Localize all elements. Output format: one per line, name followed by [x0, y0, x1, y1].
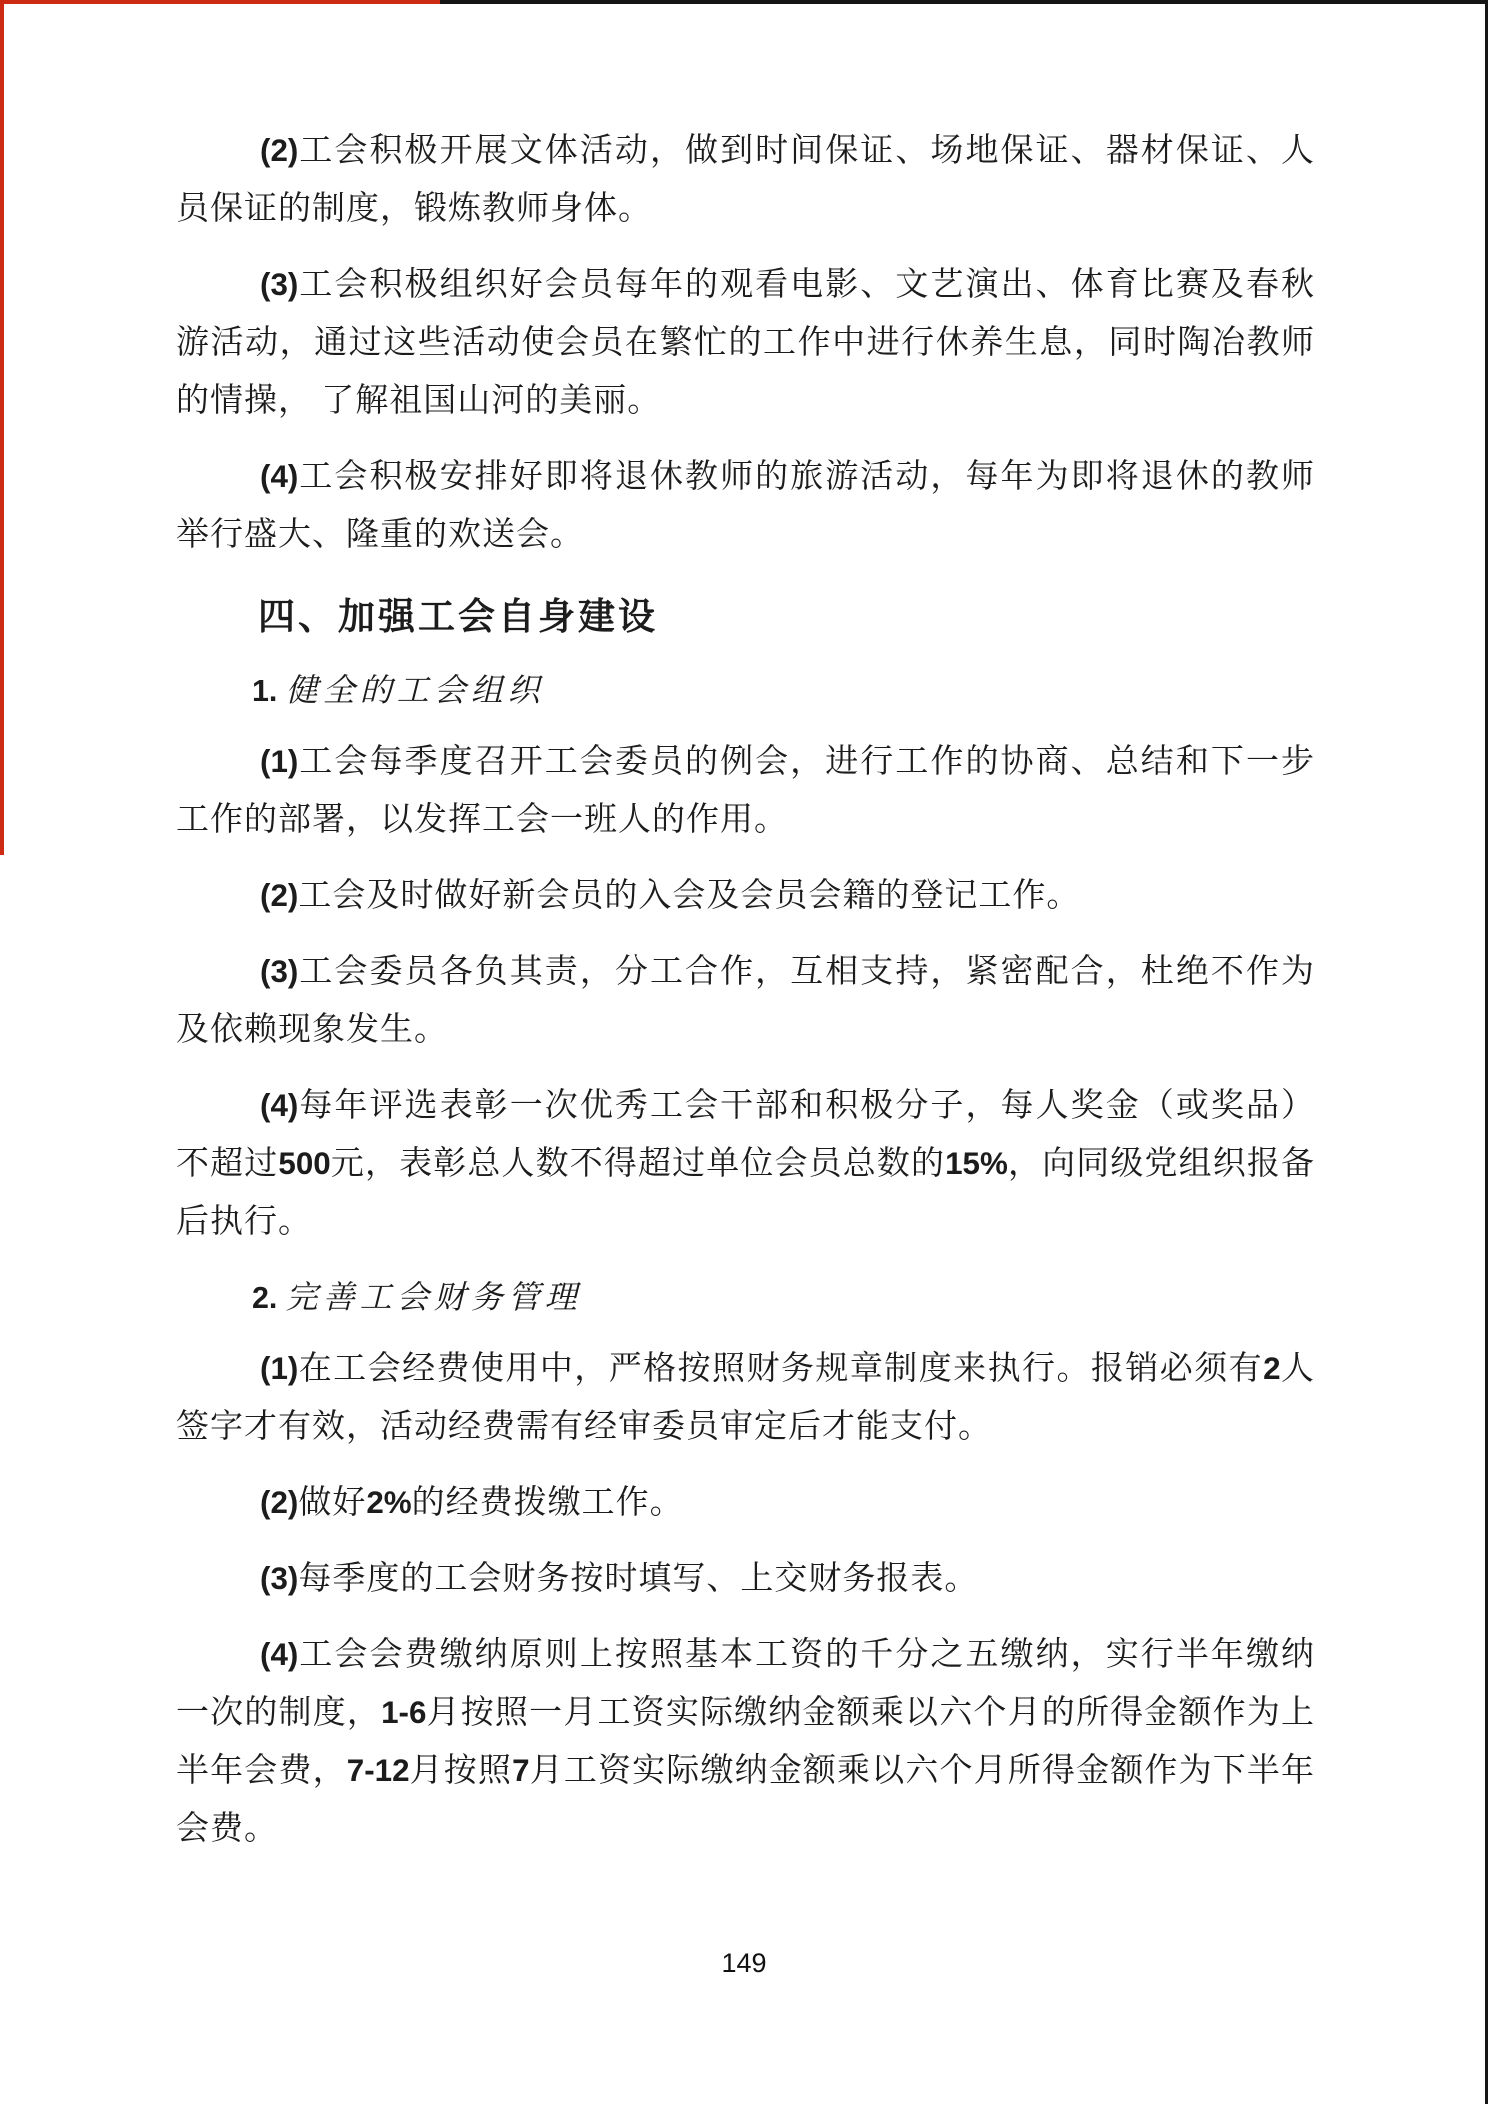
- text-run: 工会积极安排好即将退休教师的旅游活动，每年为即将退休的教师举行盛大、隆重的欢送会。: [176, 459, 1315, 553]
- numeric-text: (4): [260, 1088, 299, 1123]
- para-org-1: [176, 733, 1315, 849]
- para-2-sports: [176, 122, 1315, 238]
- text-run: ，向同级党组织报备后执行。: [176, 1146, 1316, 1240]
- numeric-text: 500: [278, 1146, 331, 1181]
- text-run: 月按照一月工资实际缴纳金额乘以六个月的所得金额作为上半年会费，: [176, 1695, 1316, 1789]
- para-fin-3: [176, 1550, 1315, 1608]
- numeric-text: (2): [260, 1485, 299, 1520]
- numeric-text: (2): [260, 133, 299, 168]
- numeric-text: (4): [260, 459, 299, 494]
- para-fin-1: [176, 1340, 1315, 1456]
- page-footer: [0, 1948, 1488, 1979]
- para-fin-2: [176, 1474, 1315, 1532]
- text-run: 每年评选表彰一次优秀工会干部和积极分子，每人奖金（或奖品）不超过: [176, 1088, 1315, 1182]
- document-body: [176, 122, 1315, 1876]
- numeric-text: (3): [260, 267, 299, 302]
- text-run: 工会每季度召开工会委员的例会，进行工作的协商、总结和下一步工作的部署，以发挥工会一班人的作用。: [176, 744, 1315, 838]
- para-3-activities: [176, 256, 1315, 430]
- text-run: 工会委员各负其责，分工合作，互相支持，紧密配合，杜绝不作为及依赖现象发生。: [176, 954, 1315, 1048]
- numeric-text: 7: [512, 1753, 530, 1788]
- page-number: 149: [721, 1948, 767, 1978]
- text-run: 完善工会财务管理: [285, 1279, 582, 1315]
- text-run: 四、加强工会自身建设: [258, 596, 658, 637]
- text-run: 健全的工会组织: [285, 672, 545, 708]
- heading-union-self-building: [176, 590, 1315, 644]
- numeric-text: (3): [260, 954, 299, 989]
- text-run: 月工资实际缴纳金额乘以六个月所得金额作为下半年会费。: [176, 1753, 1316, 1847]
- para-4-retirement: [176, 448, 1315, 564]
- numeric-text: (4): [260, 1637, 299, 1672]
- numeric-text: 7-12: [346, 1753, 410, 1788]
- text-run: 工会会费缴纳原则上按照基本工资的千分之五缴纳，实行半年缴纳一次的制度，: [176, 1637, 1315, 1731]
- page-border-top-red-mark: [0, 0, 440, 4]
- numeric-text: 15%: [945, 1146, 1008, 1181]
- text-run: 的经费拨缴工作。: [411, 1485, 684, 1521]
- text-run: 做好: [298, 1485, 367, 1521]
- para-org-2: [176, 867, 1315, 925]
- para-org-3: [176, 943, 1315, 1059]
- text-run: 元，表彰总人数不得超过单位会员总数的: [330, 1146, 946, 1182]
- numeric-text: 1-6: [381, 1695, 427, 1730]
- numeric-text: 2: [1263, 1351, 1281, 1386]
- numeric-text: 2.: [252, 1281, 286, 1315]
- subheading-sound-union-organization: [176, 666, 1315, 715]
- subheading-improve-finance-management: [176, 1273, 1315, 1322]
- text-run: 月按照: [409, 1753, 513, 1789]
- text-run: 工会积极开展文体活动，做到时间保证、场地保证、器材保证、人员保证的制度，锻炼教师身体。: [176, 133, 1315, 227]
- numeric-text: (2): [260, 878, 299, 913]
- page-border-left-red-mark: [0, 0, 4, 855]
- numeric-text: 2%: [366, 1485, 412, 1520]
- numeric-text: (1): [260, 744, 299, 779]
- text-run: 在工会经费使用中，严格按照财务规章制度来执行。报销必须有: [298, 1351, 1264, 1387]
- text-run: 工会积极组织好会员每年的观看电影、文艺演出、体育比赛及春秋游活动，通过这些活动使会员在繁忙的工作中进行休养生息，同时陶冶教师的情操， 了解祖国山河的美丽。: [176, 267, 1315, 419]
- numeric-text: 1.: [252, 674, 286, 708]
- text-run: 工会及时做好新会员的入会及会员会籍的登记工作。: [298, 878, 1081, 914]
- numeric-text: (3): [260, 1561, 299, 1596]
- para-org-4: [176, 1077, 1315, 1251]
- text-run: 每季度的工会财务按时填写、上交财务报表。: [298, 1561, 979, 1597]
- para-fin-4: [176, 1626, 1315, 1858]
- numeric-text: (1): [260, 1351, 299, 1386]
- text-run: 人签字才有效，活动经费需有经审委员审定后才能支付。: [176, 1351, 1316, 1445]
